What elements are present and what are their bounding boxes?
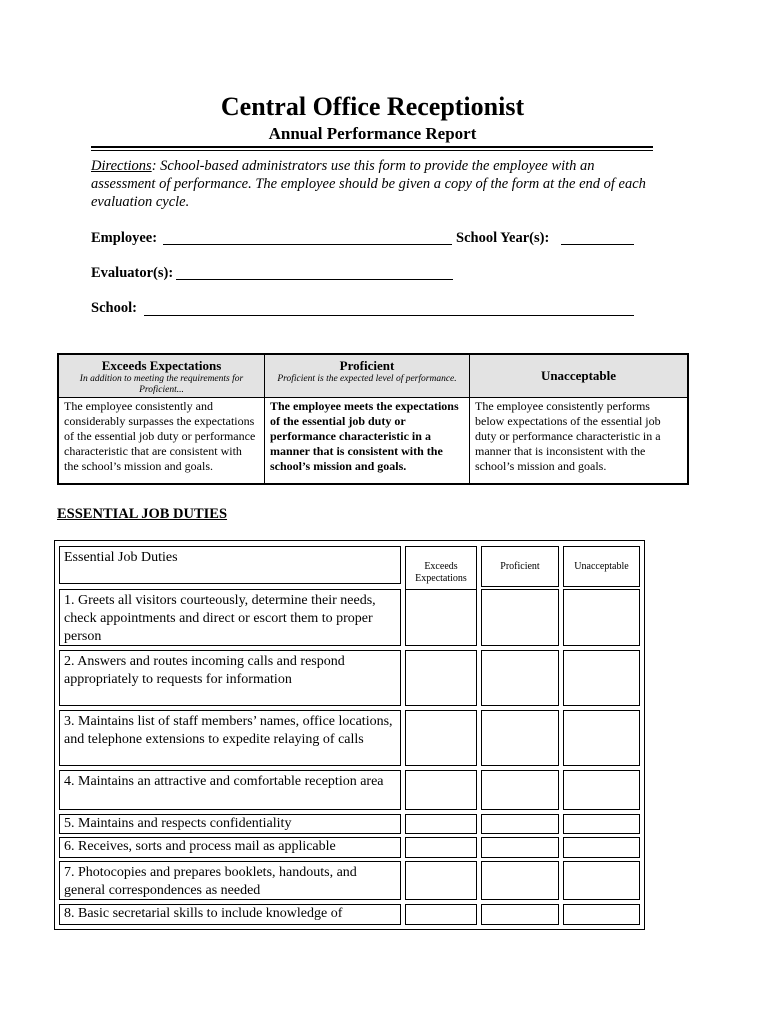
duty-row-6 (59, 837, 401, 858)
duty-row-8 (59, 904, 401, 925)
school-label: School: (91, 300, 137, 316)
rating-box-proficient-5[interactable] (481, 814, 559, 834)
rating-box-proficient-7[interactable] (481, 861, 559, 900)
duty-text-5: 5. Maintains and respects confidentiality (64, 816, 292, 831)
rating-box-proficient-4[interactable] (481, 770, 559, 810)
duty-text-7: 7. Photocopies and prepares booklets, handouts, and general correspondences as needed (64, 865, 357, 898)
rating-box-exceeds-1[interactable] (405, 589, 477, 646)
rating-box-unacceptable-4[interactable] (563, 770, 640, 810)
duty-text-8: 8. Basic secretarial skills to include knowledge of (64, 906, 343, 921)
header-exceeds: Exceeds Expectations (415, 560, 467, 584)
rating-box-unacceptable-2[interactable] (563, 650, 640, 706)
duty-text-6: 6. Receives, sorts and process mail as applicable (64, 839, 336, 854)
rating-box-unacceptable-8[interactable] (563, 904, 640, 925)
rating-header-proficient (265, 355, 470, 397)
rating-desc-exceeds: The employee consistently and considerably surpasses the expectations of the essential job duty or performance characteristic that are consistent with the school’s mission and goals. (64, 399, 256, 473)
rating-header-exceeds (59, 355, 265, 397)
rating-box-exceeds-8[interactable] (405, 904, 477, 925)
directions-label: Directions (91, 158, 152, 174)
employee-label: Employee: (91, 230, 158, 246)
evaluator-label: Evaluator(s): (91, 265, 174, 281)
rating-box-unacceptable-1[interactable] (563, 589, 640, 646)
rating-box-unacceptable-6[interactable] (563, 837, 640, 858)
rating-box-unacceptable-5[interactable] (563, 814, 640, 834)
rating-box-unacceptable-3[interactable] (563, 710, 640, 766)
rating-box-exceeds-7[interactable] (405, 861, 477, 900)
duty-text-3: 3. Maintains list of staff members’ names, office locations, and telephone extensions to expedite relaying of calls (64, 714, 393, 747)
duty-text-4: 4. Maintains an attractive and comfortable reception area (64, 774, 384, 789)
rating-scale-table (57, 353, 689, 485)
duty-row-5 (59, 814, 401, 834)
rating-scale-body (59, 397, 687, 483)
rating-subtitle-proficient: Proficient is the expected level of performance. (277, 374, 457, 384)
rating-desc-unacceptable: The employee consistently performs below expectations of the essential job duty or performance characteristic in a manner that is inconsistent with the school’s mission and goals. (475, 399, 661, 473)
duty-row-1 (59, 589, 401, 646)
rating-box-proficient-8[interactable] (481, 904, 559, 925)
form-subtitle: Annual Performance Report (268, 124, 477, 143)
rating-box-exceeds-3[interactable] (405, 710, 477, 766)
header-unacceptable: Unacceptable (574, 560, 629, 572)
rating-desc-proficient: The employee meets the expectations of the essential job duty or performance characteristic in a manner that is consistent with the school’s mission and goals. (270, 399, 459, 473)
duties-header-cell (59, 546, 401, 584)
header-unacceptable-cell (563, 546, 640, 587)
form-title: Central Office Receptionist (220, 92, 525, 121)
rating-subtitle-exceeds: In addition to meeting the requirements for Proficient... (79, 374, 244, 395)
rating-scale-header (59, 355, 687, 398)
duty-row-2 (59, 650, 401, 706)
title-rule-thick (91, 146, 653, 148)
rating-box-exceeds-4[interactable] (405, 770, 477, 810)
rating-box-exceeds-2[interactable] (405, 650, 477, 706)
duty-row-3 (59, 710, 401, 766)
directions-text: : School-based administrators use this form to provide the employee with an assessment of performance. The employee should be given a copy of the form at the end of each evaluation cycle. (91, 158, 646, 210)
employee-field[interactable] (163, 230, 452, 245)
header-proficient-cell (481, 546, 559, 587)
duty-text-1: 1. Greets all visitors courteously, determine their needs, check appointments and direct or escort them to proper person (64, 593, 376, 644)
rating-box-unacceptable-7[interactable] (563, 861, 640, 900)
rating-box-proficient-2[interactable] (481, 650, 559, 706)
school-year-field[interactable] (561, 230, 634, 245)
rating-title-proficient: Proficient (339, 358, 395, 373)
rating-desc-proficient-cell (265, 397, 470, 483)
school-field[interactable] (144, 300, 634, 316)
rating-title-exceeds: Exceeds Expectations (101, 358, 222, 373)
duty-row-7 (59, 861, 401, 900)
duties-header: Essential Job Duties (64, 550, 178, 565)
rating-box-exceeds-6[interactable] (405, 837, 477, 858)
duty-row-4 (59, 770, 401, 810)
rating-desc-unacceptable-cell (470, 397, 687, 483)
duty-text-2: 2. Answers and routes incoming calls and respond appropriately to requests for information (64, 654, 345, 687)
rating-title-unacceptable: Unacceptable (540, 368, 617, 383)
rating-box-proficient-3[interactable] (481, 710, 559, 766)
evaluator-field[interactable] (176, 265, 453, 280)
rating-header-unacceptable (470, 355, 687, 397)
header-proficient: Proficient (500, 560, 540, 572)
section-heading-essential-duties: ESSENTIAL JOB DUTIES (57, 506, 228, 522)
rating-box-proficient-6[interactable] (481, 837, 559, 858)
rating-desc-exceeds-cell (59, 397, 265, 483)
rating-box-proficient-1[interactable] (481, 589, 559, 646)
school-year-label: School Year(s): (456, 230, 550, 246)
directions-paragraph (91, 157, 661, 211)
rating-box-exceeds-5[interactable] (405, 814, 477, 834)
title-rule-thin (91, 150, 653, 151)
duties-table (54, 540, 645, 930)
